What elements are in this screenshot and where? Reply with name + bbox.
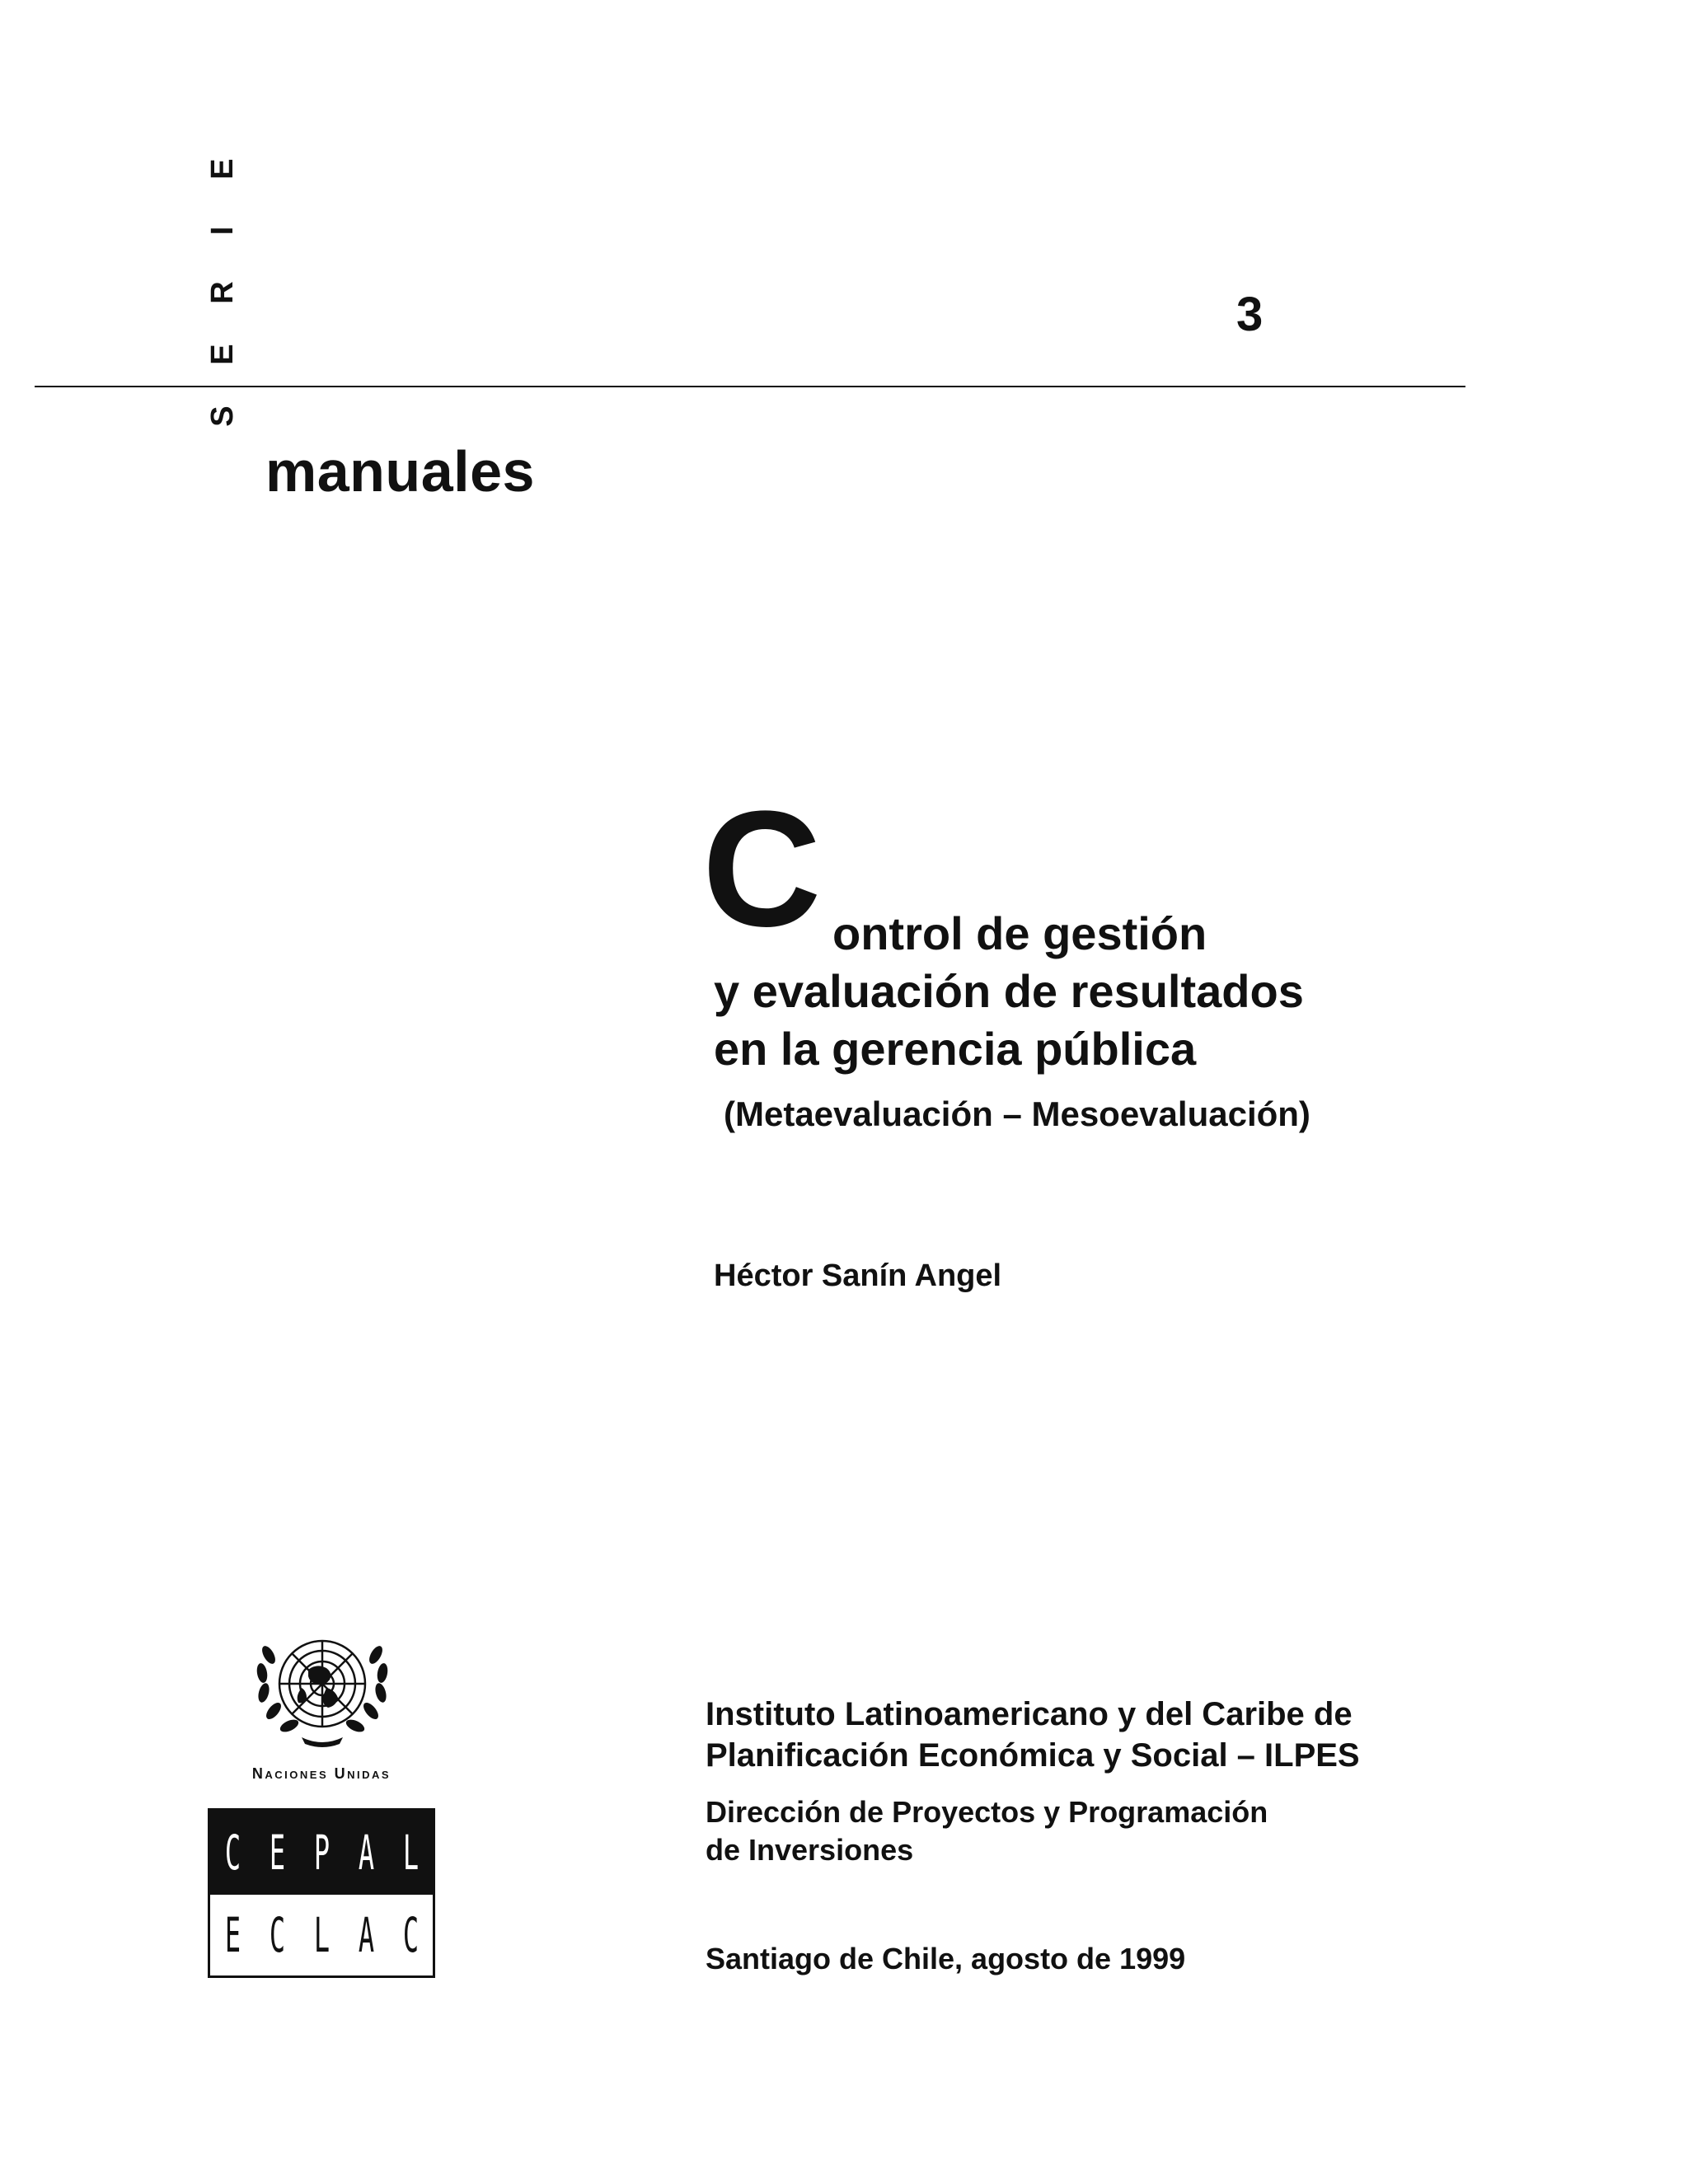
series-name: manuales [265,439,535,504]
series-letter: I [205,226,240,236]
logo-letter: A [358,1907,374,1963]
un-name-label: Naciones Unidas [251,1765,392,1782]
subtitle: (Metaevaluación – Mesoevaluación) [724,1094,1311,1133]
series-letter: R [205,281,240,304]
un-emblem-icon [244,1622,401,1762]
series-letter: S [205,405,240,427]
cepal-logo-top [210,1811,433,1895]
series-vertical-label [206,152,239,433]
logo-letter: C [269,1907,285,1963]
series-letter: E [205,158,240,180]
horizontal-rule [35,386,1465,387]
logo-letter: E [224,1907,241,1963]
institution-name: Planificación Económica y Social – ILPES [706,1737,1360,1774]
place-date: Santiago de Chile, agosto de 1999 [706,1942,1186,1975]
institution-name: Instituto Latinoamericano y del Caribe de [706,1696,1353,1732]
title-drop-cap: C [702,777,822,961]
department-name: de Inversiones [706,1833,914,1867]
logo-letter: C [224,1825,241,1881]
logo-letter: L [313,1907,330,1963]
series-number: 3 [1236,288,1264,341]
author-name: Héctor Sanín Angel [714,1258,1002,1293]
series-letter: E [205,344,240,365]
eclac-logo-bottom [210,1895,433,1975]
logo-letter: C [402,1907,419,1963]
department-name: Dirección de Proyectos y Programación [706,1795,1268,1829]
logo-letter: P [313,1825,330,1881]
title-line: ontrol de gestión [832,907,1207,959]
title-line: y evaluación de resultados [714,965,1304,1017]
title-line: en la gerencia pública [714,1023,1197,1075]
logo-letter: E [269,1825,285,1881]
logo-letter: A [358,1825,374,1881]
cepal-eclac-logo [208,1808,435,1978]
logo-letter: L [402,1825,419,1881]
